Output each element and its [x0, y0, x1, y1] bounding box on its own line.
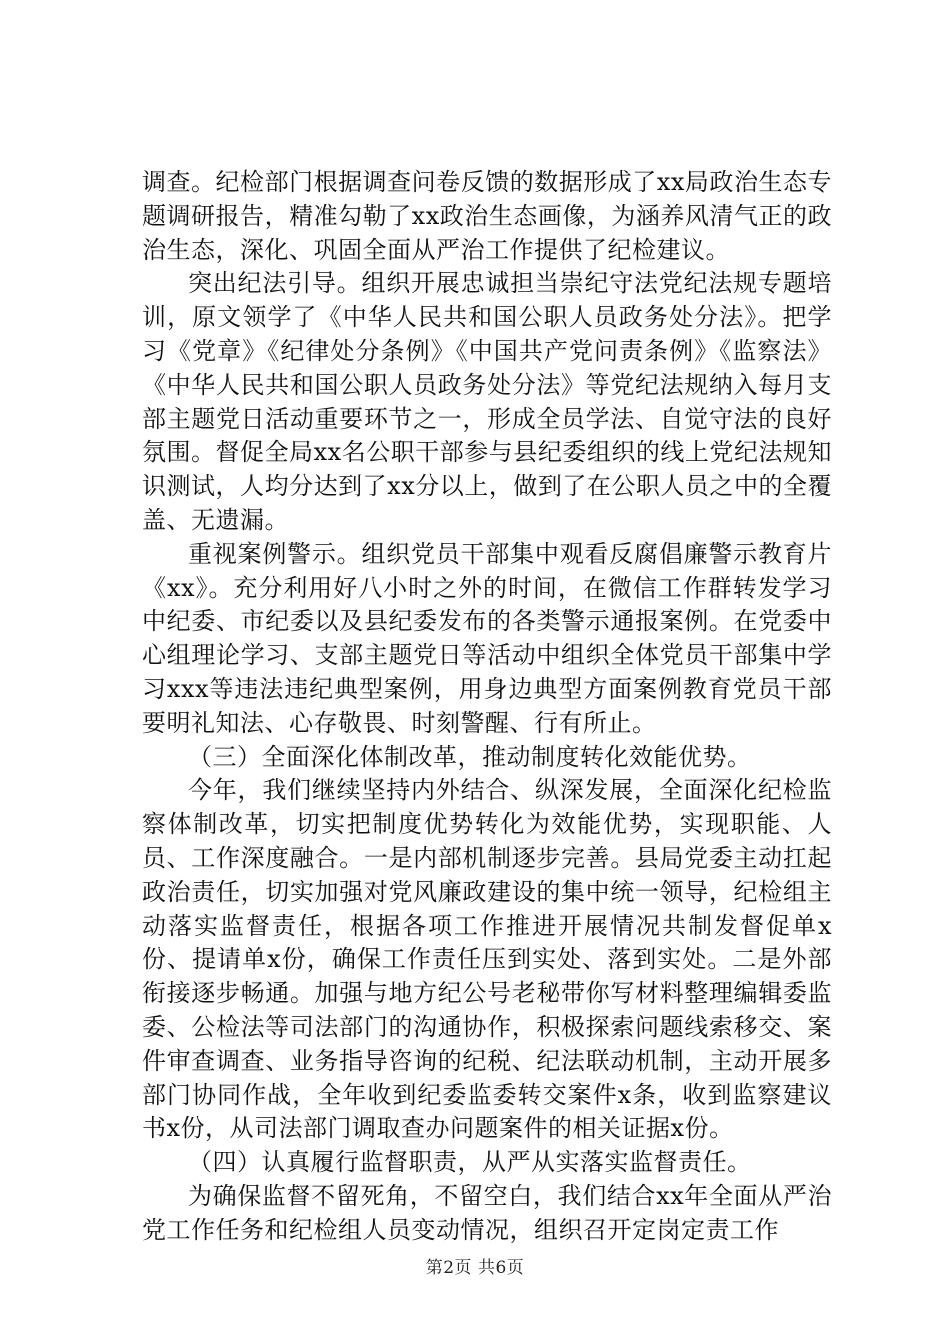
paragraph-case-warning: 重视案例警示。组织党员干部集中观看反腐倡廉警示教育片《xx》。充分利用好八小时之外的时间，在微信工作群转发学习中纪委、市纪委以及县纪委发布的各类警示通报案例。在党委中心组理论学习、支部主题党日等活动中组织全体党员干部集中学习xxx等违法违纪典型案例，用身边典型方面案例教育党员干部要明礼知法、心存敬畏、时刻警醒、行有所止。	[142, 539, 832, 737]
paragraph-system-reform: 今年，我们继续坚持内外结合、纵深发展，全面深化纪检监察体制改革，切实把制度优势转化为效能优势，实现职能、人员、工作深度融合。一是内部机制逐步完善。县局党委主动扛起政治责任，切实加强对党风廉政建设的集中统一领导，纪检组主动落实监督责任，根据各项工作推进开展情况共制发督促单x份、提请单x份，确保工作责任压到实处、落到实处。二是外部衔接逐步畅通。加强与地方纪公号老秘带你写材料整理编辑委监委、公检法等司法部门的沟通协作，积极探索问题线索移交、案件审查调查、业务指导咨询的纪税、纪法联动机制，主动开展多部门协同作战，全年收到纪委监委转交案件x条，收到监察建议书x份，从司法部门调取查办问题案件的相关证据x份。	[142, 776, 832, 1143]
page-footer: 第2页 共6页	[425, 1258, 525, 1278]
document-body	[142, 166, 832, 1248]
section-heading-three: （三）全面深化体制改革，推动制度转化效能优势。	[188, 742, 752, 771]
paragraph-supervision: 为确保监督不留死角，不留空白，我们结合xx年全面从严治党工作任务和纪检组人员变动情况，组织召开定岗定责工作	[142, 1181, 832, 1244]
paragraph-continued: 调查。纪检部门根据调查问卷反馈的数据形成了xx局政治生态专题调研报告，精准勾勒了xx政治生态画像，为涵养风清气正的政治生态，深化、巩固全面从严治工作提供了纪检建议。	[142, 168, 832, 264]
section-heading-four: （四）认真履行监督职责，从严从实落实监督责任。	[188, 1148, 752, 1177]
paragraph-discipline-guidance: 突出纪法引导。组织开展忠诚担当崇纪守法党纪法规专题培训，原文领学了《中华人民共和国公职人员政务处分法》。把学习《党章》《纪律处分条例》《中国共产党问责条例》《监察法》《中华人民共和国公职人员政务处分法》等党纪法规纳入每月支部主题党日活动重要环节之一，形成全员学法、自觉守法的良好氛围。督促全局xx名公职干部参与县纪委组织的线上党纪法规知识测试，人均分达到了xx分以上，做到了在公职人员之中的全覆盖、无遗漏。	[142, 269, 832, 534]
